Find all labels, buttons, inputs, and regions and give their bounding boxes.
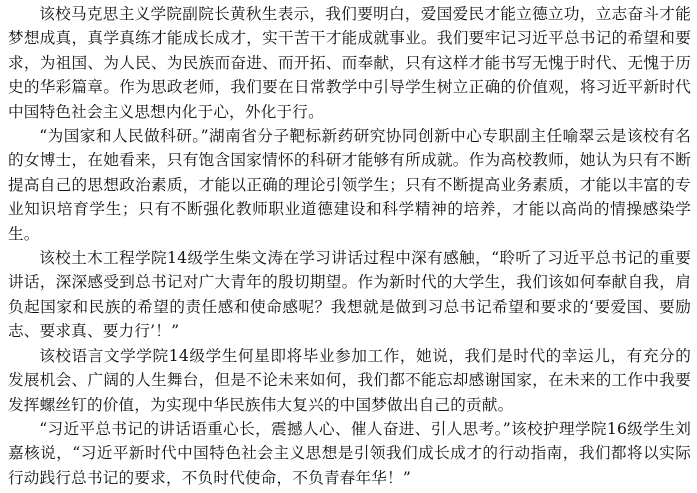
- paragraph-he-xing: 该校语言文学学院14级学生何星即将毕业参加工作，她说，我们是时代的幸运儿，有充分的发展机会、广阔的人生舞台，但是不论未来如何，我们都不能忘却感谢国家，在未来的工作中我要发挥螺丝钉的价值，为实现中华民族伟大复兴的中国梦做出自己的贡献。: [8, 346, 691, 414]
- paragraph-liu-jiahe: “习近平总书记的讲话语重心长，震撼人心、催人奋进、引人思考。”该校护理学院16级学生刘嘉核说，“习近平新时代中国特色社会主义思想是引领我们成长成才的行动指南，我们都将以实际行动践行总书记的要求，不负时代使命，不负青春年华！”: [8, 419, 691, 487]
- paragraph-yu-cuiyun: “为国家和人民做科研。”湖南省分子靶标新药研究协同创新中心专职副主任喻翠云是该校有名的女博士，在她看来，只有饱含国家情怀的科研才能够有所成就。作为高校教师，她认为只有不断提高自己的思想政治素质，才能以正确的理论引领学生；只有不断提高业务素质，才能以丰富的专业知识培育学生；只有不断强化教师职业道德建设和科学精神的培养，才能以高尚的情操感染学生。: [8, 127, 691, 243]
- paragraph-huang-qiusheng: 该校马克思主义学院副院长黄秋生表示，我们要明白，爱国爱民才能立德立功，立志奋斗才能梦想成真，真学真练才能成长成才，实干苦干才能成就事业。我们要牢记习近平总书记的希望和要求，为祖国、为人民、为民族而奋进、而开拓、而奉献，只有这样才能书写无愧于时代、无愧于历史的华彩篇章。作为思政老师，我们要在日常教学中引导学生树立正确的价值观，将习近平新时代中国特色社会主义思想内化于心，外化于行。: [8, 5, 691, 121]
- paragraph-chai-wentao: 该校土木工程学院14级学生柴文涛在学习讲话过程中深有感触，“聆听了习近平总书记的重要讲话，深深感受到总书记对广大青年的殷切期望。作为新时代的大学生，我们该如何奉献自我，肩负起国家和民族的希望的责任感和使命感呢？我想就是做到习总书记希望和要求的‘要爱国、要励志、要求真、要力行’！”: [8, 249, 691, 341]
